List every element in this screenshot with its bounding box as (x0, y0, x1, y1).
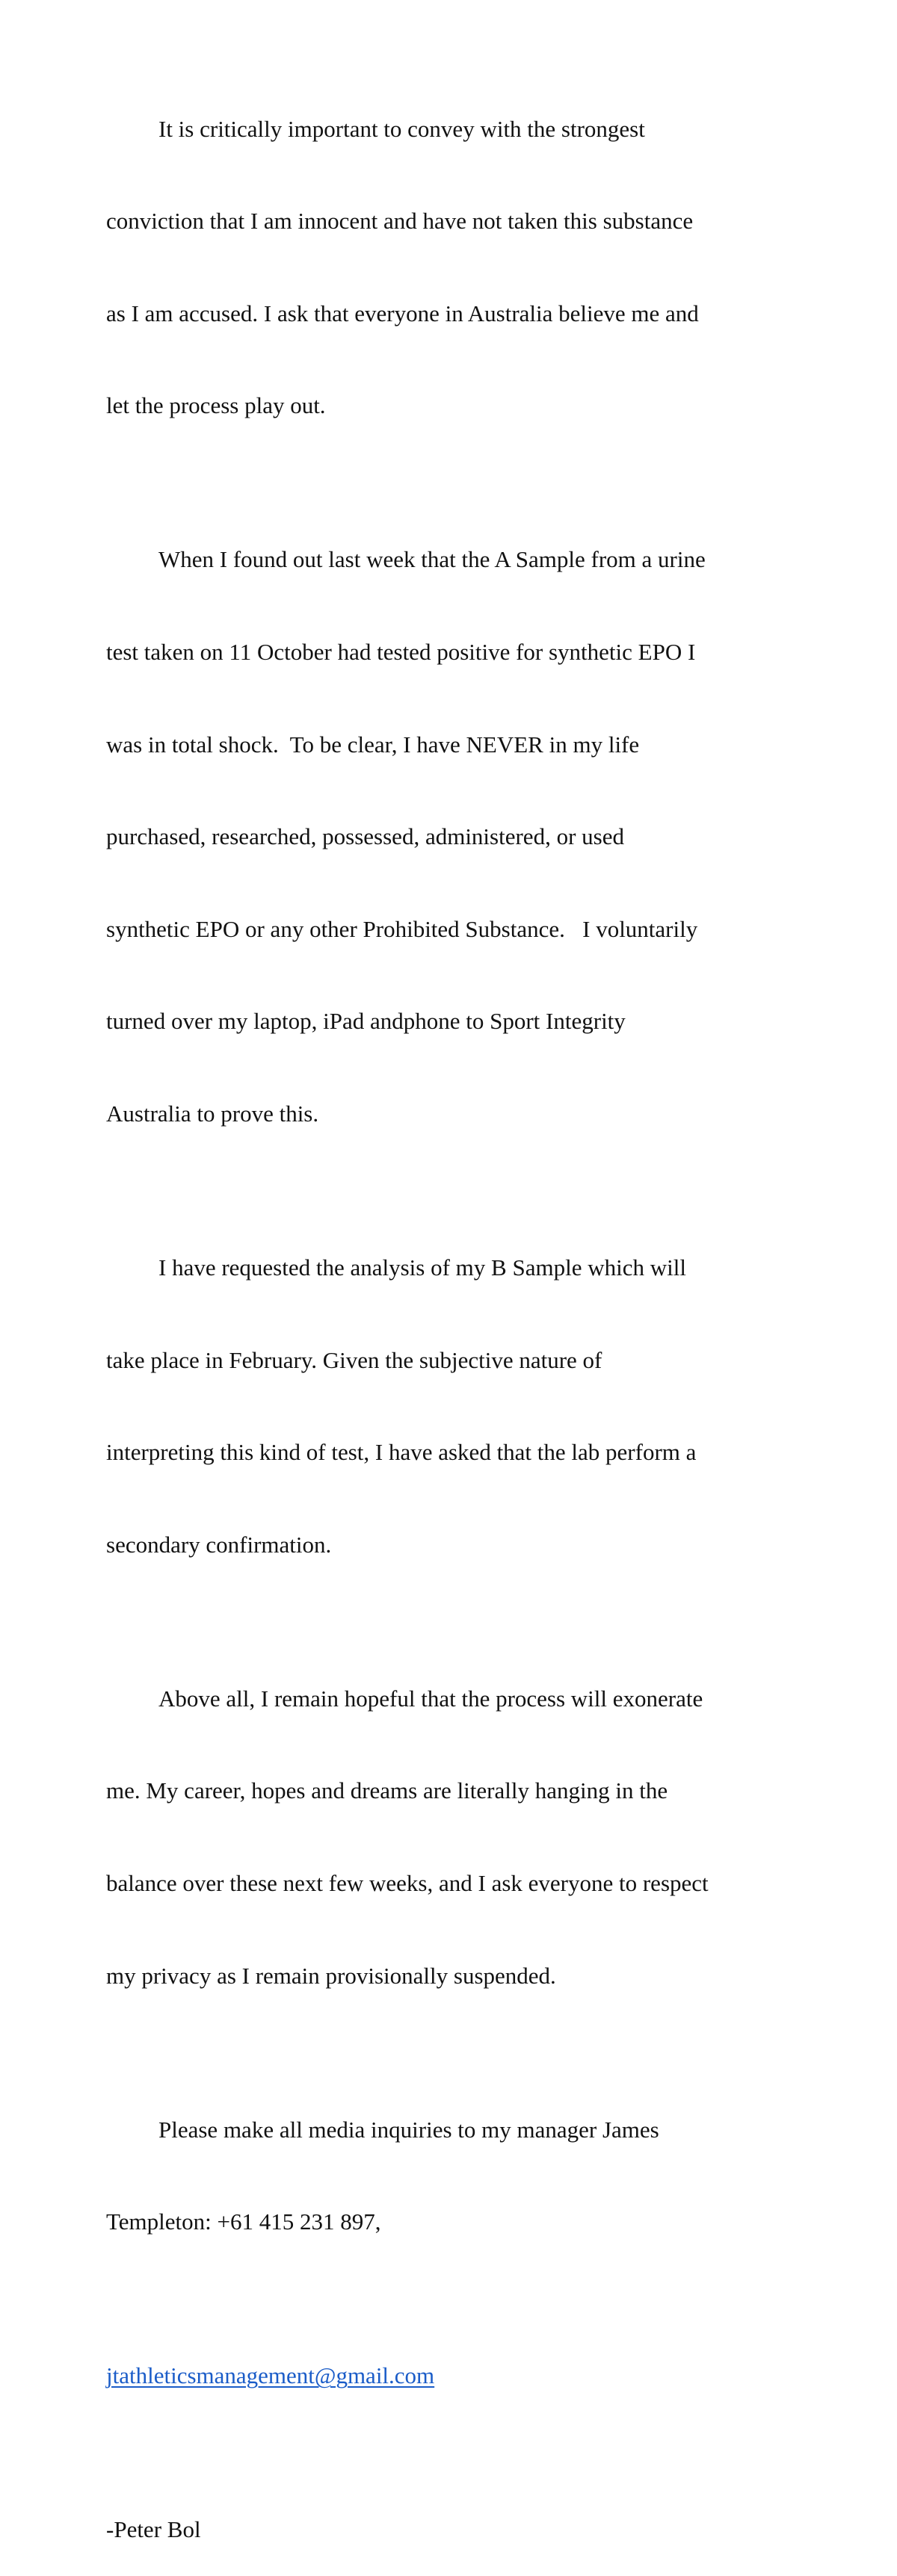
statement-line: conviction that I am innocent and have not taken this substance (106, 208, 694, 235)
statement-line: interpreting this kind of test, I have asked that the lab perform a (106, 1439, 697, 1466)
statement-line: purchased, researched, possessed, administered, or used (106, 823, 624, 850)
statement-line: was in total shock. To be clear, I have NEVER in my life (106, 731, 640, 758)
email-line (106, 2360, 854, 2391)
statement-line: When I found out last week that the A Sample from a urine (158, 546, 706, 573)
statement-line: secondary confirmation. (106, 1531, 332, 1558)
statement-line: I have requested the analysis of my B Sample which will (158, 1254, 686, 1281)
statement-line: It is critically important to convey with the strongest (158, 115, 645, 142)
statement-line: let the process play out. (106, 392, 326, 419)
statement-line: Above all, I remain hopeful that the process will exonerate (158, 1685, 703, 1712)
statement-line: Australia to prove this. (106, 1100, 319, 1127)
email-link[interactable]: jtathleticsmanagement@gmail.com (106, 2362, 435, 2389)
statement-line: Please make all media inquiries to my manager James (158, 2116, 659, 2143)
signature: -Peter Bol (106, 2516, 201, 2543)
statement-line: take place in February. Given the subjective nature of (106, 1346, 602, 1373)
statement-line: me. My career, hopes and dreams are literally hanging in the (106, 1777, 668, 1804)
statement-line: synthetic EPO or any other Prohibited Substance. I voluntarily (106, 915, 698, 942)
statement-line: Templeton: +61 415 231 897, (106, 2208, 381, 2235)
statement-line: as I am accused. I ask that everyone in Australia believe me and (106, 300, 699, 326)
statement-line: test taken on 11 October had tested positive for synthetic EPO I (106, 638, 696, 665)
statement-line: balance over these next few weeks, and I ask everyone to respect (106, 1869, 709, 1896)
statement-body (106, 21, 854, 2576)
statement-line: my privacy as I remain provisionally suspended. (106, 1962, 556, 1989)
statement-line: turned over my laptop, iPad andphone to Sport Integrity (106, 1008, 626, 1035)
